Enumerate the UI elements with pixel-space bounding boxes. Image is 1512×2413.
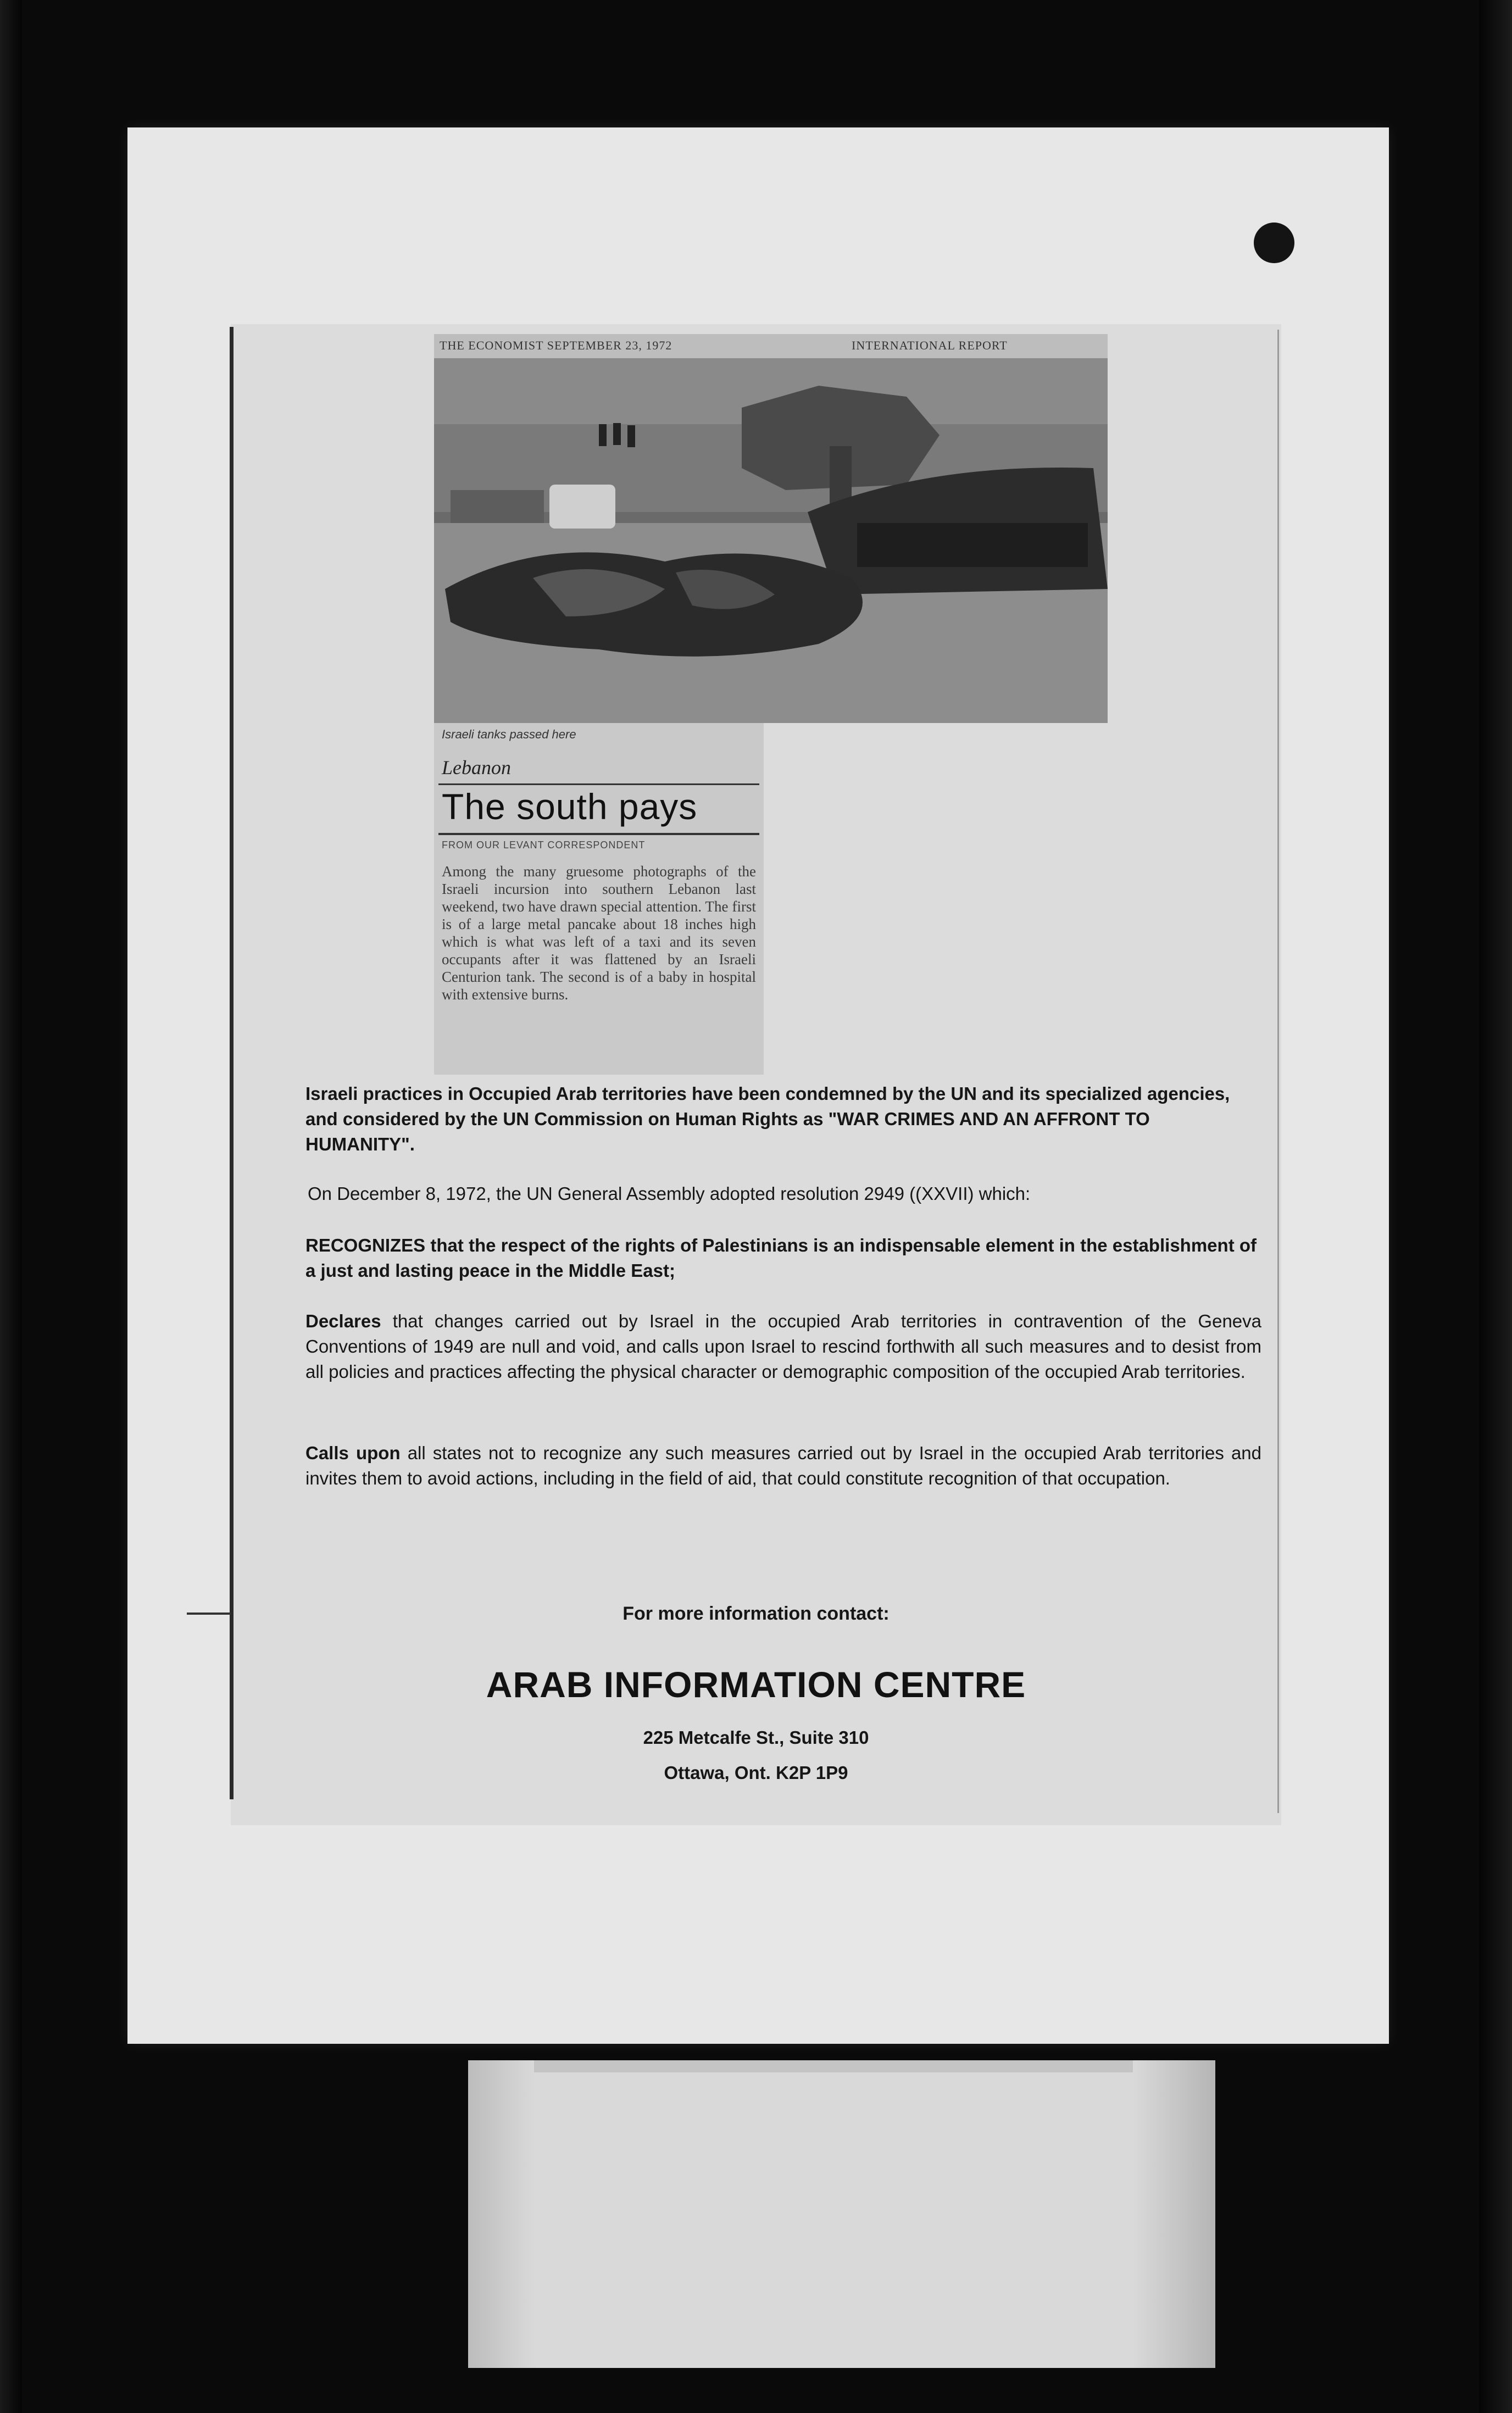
recognizes-paragraph: RECOGNIZES that the respect of the rights of Palestinians is an indispensable element in the establishment of a just and lasting peace in the Middle East; <box>305 1235 1257 1281</box>
address-line-2: Ottawa, Ont. K2P 1P9 <box>664 1763 848 1783</box>
photo-caption: Israeli tanks passed here <box>442 727 576 741</box>
article-body: Among the many gruesome photographs of the Israeli incursion into southern Lebanon last weekend, two have drawn special attention. The first is of a large metal pancake about 18 inches high which is what was left of a taxi and its seven occupants after it was flattened by an Israeli Centurion tank. The second is of a baby in hospital with extensive burns. <box>442 863 756 1003</box>
newspaper-clipping-photo <box>434 334 1108 723</box>
envelope-shade-left <box>468 2060 534 2368</box>
address-line-1: 225 Metcalfe St., Suite 310 <box>643 1727 869 1748</box>
declares-text: that changes carried out by Israel in the occupied Arab territories in contravention of the Geneva Conventions of 1949 are null and void, and calls upon Israel to rescind forthwith all such measures and to desist from all policies and practices affecting the physical character or demographic composition of the occupied Arab territories. <box>305 1311 1261 1382</box>
envelope-top-edge <box>468 2060 1215 2072</box>
masthead-right: INTERNATIONAL REPORT <box>852 338 1008 352</box>
calls-text: all states not to recognize any such measures carried out by Israel in the occupied Arab territories and invites them to avoid actions, including in the field of aid, that could constitute recognition of that occupation. <box>305 1443 1261 1488</box>
film-edge-left <box>0 0 22 2413</box>
intro-paragraph: Israeli practices in Occupied Arab territories have been condemned by the UN and its specialized agencies, and considered by the UN Commission on Human Rights as "WAR CRIMES AND AN AFFRONT TO HUMANITY". <box>305 1083 1230 1154</box>
destroyed-vehicles-photo <box>434 358 1108 723</box>
film-edge-right <box>1479 0 1512 2413</box>
contact-label: For more information contact: <box>622 1603 890 1624</box>
masthead-left: THE ECONOMIST SEPTEMBER 23, 1972 <box>440 338 672 352</box>
left-margin-rule <box>230 327 234 1799</box>
punch-hole <box>1254 223 1294 263</box>
calls-upon-paragraph <box>305 1441 1261 1491</box>
declares-lead: Declares <box>305 1311 381 1331</box>
headline-rule-top <box>438 783 759 785</box>
declares-paragraph <box>305 1309 1261 1385</box>
resolution-intro: On December 8, 1972, the UN General Assembly adopted resolution 2949 ((XXVII) which: <box>308 1183 1031 1204</box>
newspaper-clipping-article <box>434 723 764 1075</box>
article-byline: FROM OUR LEVANT CORRESPONDENT <box>442 839 646 850</box>
article-headline: The south pays <box>442 786 698 827</box>
right-margin-rule <box>1277 330 1279 1813</box>
envelope <box>468 2060 1215 2368</box>
clipping-masthead <box>434 334 1108 358</box>
headline-rule-bottom <box>438 833 759 835</box>
calls-lead: Calls upon <box>305 1443 401 1463</box>
organization-name: ARAB INFORMATION CENTRE <box>486 1664 1026 1705</box>
section-label: Lebanon <box>442 757 511 779</box>
envelope-shade-right <box>1133 2060 1215 2368</box>
